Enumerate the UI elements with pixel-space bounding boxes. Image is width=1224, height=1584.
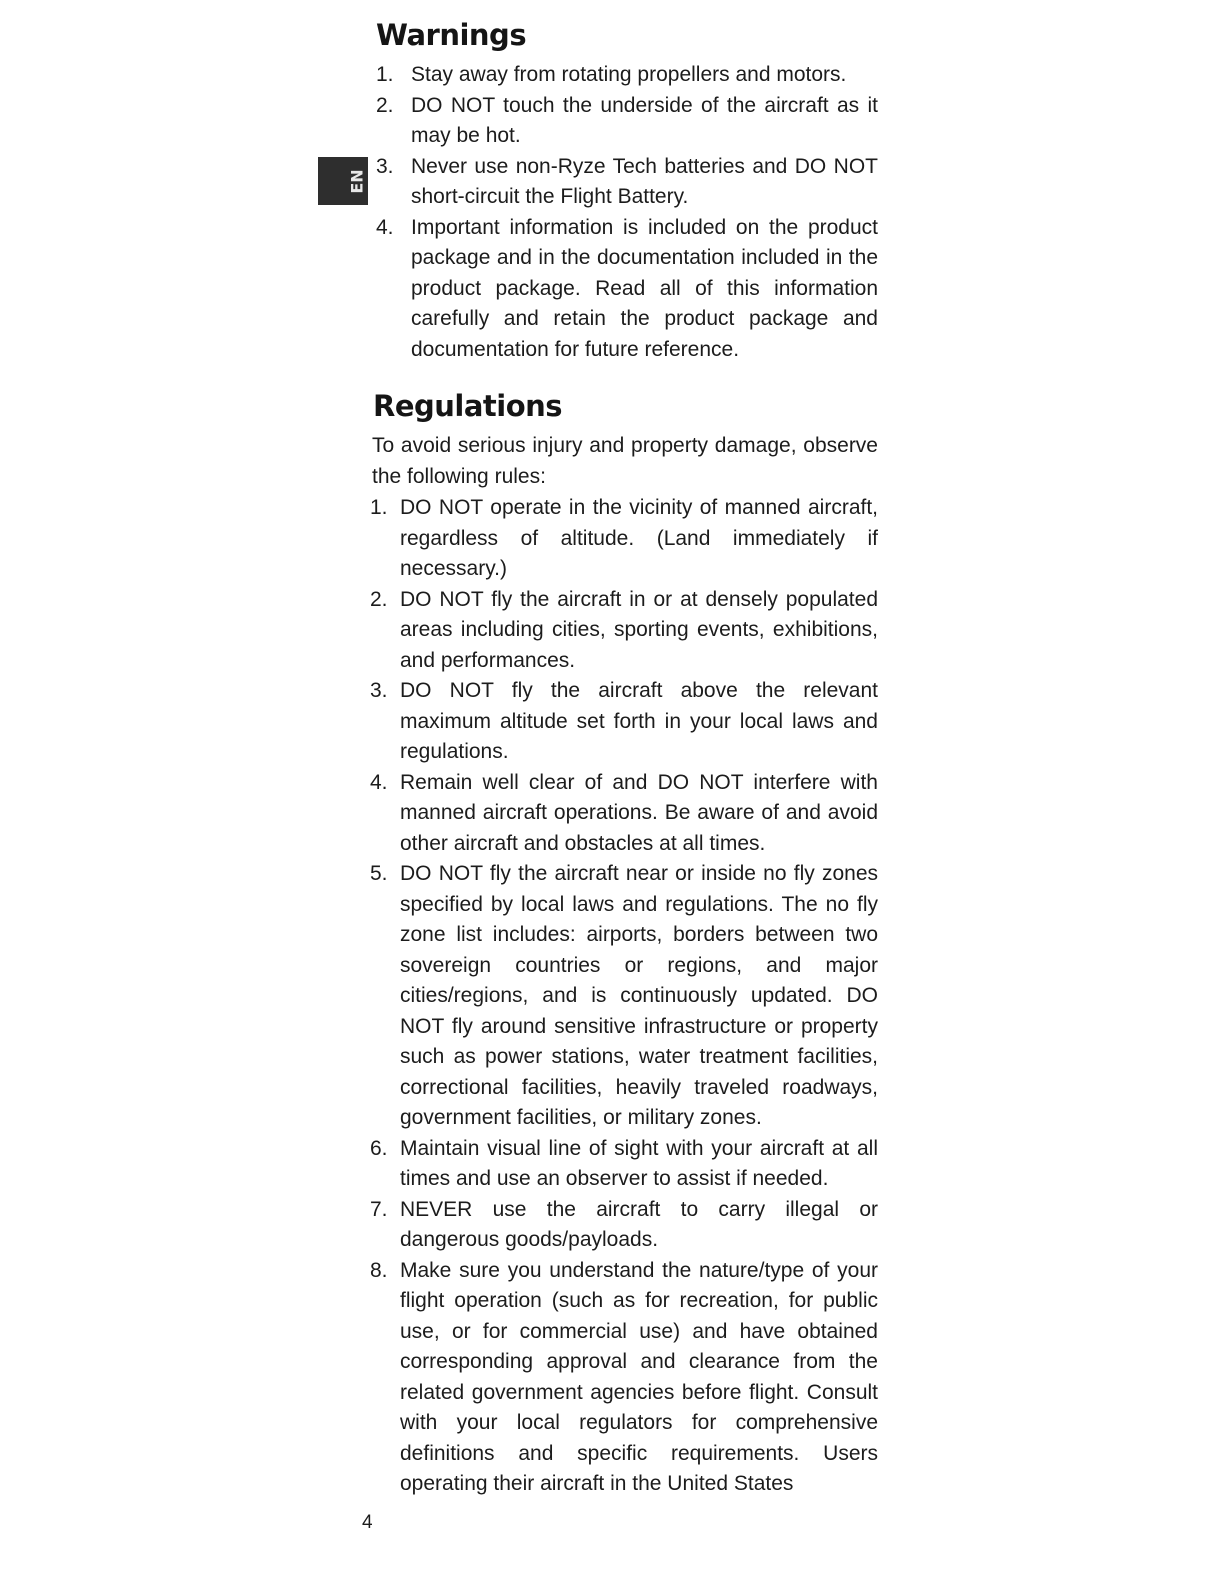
- language-tab: [318, 157, 368, 205]
- item-text: DO NOT fly the aircraft near or inside no fly zones specified by local laws and regulations. The no fly zone list includes: airports, borders between two sovereign countries or regions, and major cities/regions, and is continuously updated. DO NOT fly around sensitive infrastructure or property such as power stations, water treatment facilities, correctional facilities, heavily traveled roadways, government facilities, or military zones.: [400, 862, 878, 1129]
- page-number: 4: [362, 1512, 373, 1533]
- item-number: 2.: [370, 587, 388, 611]
- item-number: 6.: [370, 1136, 388, 1160]
- language-tab-label: EN: [347, 168, 367, 194]
- list-item: [370, 585, 878, 677]
- regulations-intro: To avoid serious injury and property damage, observe the following rules:: [372, 434, 878, 488]
- regulations-heading: Regulations: [373, 389, 563, 423]
- item-text: DO NOT operate in the vicinity of manned aircraft, regardless of altitude. (Land immediately if necessary.): [400, 496, 878, 580]
- item-number: 8.: [370, 1258, 388, 1282]
- list-item: [370, 1195, 878, 1256]
- list-item: [376, 91, 878, 152]
- list-item: [370, 768, 878, 860]
- list-item: [370, 859, 878, 1134]
- list-item: [376, 60, 878, 91]
- page-content: [366, 18, 878, 1500]
- regulations-list: [366, 493, 878, 1500]
- item-text: DO NOT touch the underside of the aircraft as it may be hot.: [411, 93, 878, 147]
- item-number: 4.: [370, 770, 388, 794]
- item-text: Maintain visual line of sight with your aircraft at all times and use an observer to assist if needed.: [400, 1136, 878, 1190]
- item-number: 3.: [376, 154, 394, 178]
- list-item: [370, 1134, 878, 1195]
- item-text: Never use non-Ryze Tech batteries and DO NOT short-circuit the Flight Battery.: [411, 154, 878, 208]
- item-text: DO NOT fly the aircraft above the relevant maximum altitude set forth in your local laws and regulations.: [400, 679, 878, 763]
- item-number: 3.: [370, 679, 388, 702]
- item-text: Stay away from rotating propellers and motors.: [411, 63, 847, 86]
- list-item: [370, 676, 878, 768]
- list-item: [376, 152, 878, 213]
- item-text: DO NOT fly the aircraft in or at densely populated areas including cities, sporting events, exhibitions, and performances.: [400, 587, 878, 672]
- item-number: 5.: [370, 862, 388, 885]
- warnings-list: [366, 60, 878, 365]
- item-text: NEVER use the aircraft to carry illegal or dangerous goods/payloads.: [400, 1197, 878, 1251]
- list-item: [370, 493, 878, 585]
- item-text: Make sure you understand the nature/type of your flight operation (such as for recreation, for public use, or for commercial use) and have obtained corresponding approval and clearance from the related government agencies before flight. Consult with your local regulators for comprehensive definitions and specific requirements. Users operating their aircraft in the United States: [400, 1258, 878, 1495]
- item-text: Remain well clear of and DO NOT interfere with manned aircraft operations. Be aware of and avoid other aircraft and obstacles at all times.: [400, 770, 878, 855]
- item-number: 1.: [376, 63, 394, 86]
- item-number: 2.: [376, 93, 394, 117]
- item-number: 4.: [376, 215, 394, 239]
- item-number: 7.: [370, 1197, 388, 1221]
- item-text: Important information is included on the product package and in the documentation included in the product package. Read all of this information carefully and retain the product package and documentation for future reference.: [411, 215, 878, 361]
- list-item: [370, 1256, 878, 1500]
- item-number: 1.: [370, 496, 388, 519]
- list-item: [376, 213, 878, 366]
- warnings-heading: Warnings: [376, 18, 527, 52]
